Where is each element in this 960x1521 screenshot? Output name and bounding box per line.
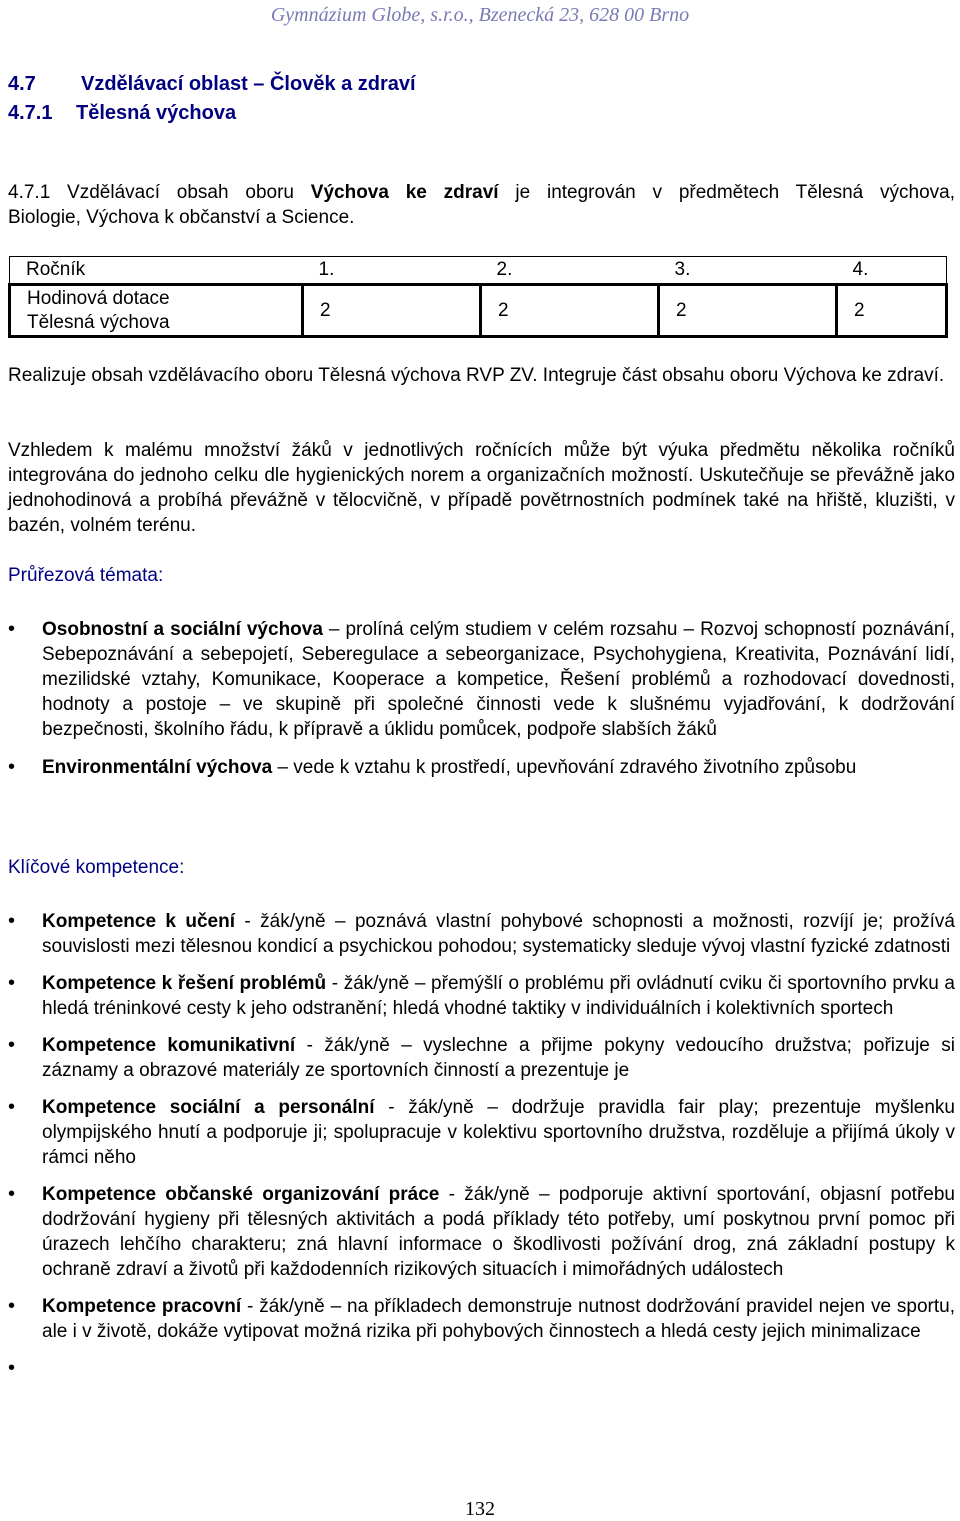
- table-cell-hours-3: 2: [659, 285, 837, 337]
- table-cell-grade-label: Ročník: [10, 257, 303, 285]
- list-item-bold: Kompetence komunikativní: [42, 1035, 296, 1056]
- heading-section: [8, 73, 416, 96]
- table-cell-hours-2: 2: [481, 285, 659, 337]
- list-item: [8, 755, 955, 780]
- bullet-icon: •: [8, 972, 16, 994]
- table-cell-hours-1: 2: [303, 285, 481, 337]
- intro-line-1: [8, 180, 955, 205]
- table-hours-label-line1: Hodinová dotace: [27, 287, 170, 309]
- list-item: [8, 1033, 955, 1083]
- list-item-text: - žák/yně – přemýšlí o problému při ovládnutí cviku či sportovního prvku a hledá tréninkové cesty k jeho odstranění; hledá vhodné taktiky v individuálních i kolektivních sportech: [42, 973, 955, 1019]
- paragraph-realization: Realizuje obsah vzdělávacího oboru Tělesná výchova RVP ZV. Integruje část obsahu oboru Výchova ke zdraví.: [8, 365, 945, 386]
- bullet-icon: •: [8, 756, 16, 778]
- table-hours-label-line2: Tělesná výchova: [27, 311, 170, 333]
- list-item: [8, 1294, 955, 1344]
- table-row-grade: [10, 257, 947, 285]
- hours-table: [8, 256, 948, 338]
- list-item: [8, 1182, 955, 1282]
- cross-topics-list: [8, 617, 955, 780]
- paragraph-organization: Vzhledem k malému množství žáků v jednotlivých ročnících může být výuka předmětu několika ročníků integrována do jednoho celku dle hygienických norem a organizačních možností. Uskutečňuje se převážně jako jednohodinová a probíhá převážně v tělocvičně, v případě povětrnostních podmínek také na hřiště, kluzišti, v bazén, volném terénu.: [8, 440, 955, 536]
- list-item-bold: Kompetence sociální a personální: [42, 1097, 375, 1118]
- list-item-empty: [8, 1356, 955, 1381]
- heading-subsection-title: Tělesná výchova: [76, 102, 237, 124]
- competences-title: Klíčové kompetence:: [8, 857, 185, 878]
- heading-section-title: Vzdělávací oblast – Člověk a zdraví: [81, 73, 416, 95]
- list-item-text: - žák/yně – vyslechne a přijme pokyny vedoucího družstva; pořizuje si záznamy a obrazové materiály ze sportovních činností a prezentuje je: [42, 1035, 955, 1081]
- list-item: [8, 909, 955, 959]
- list-item: [8, 617, 955, 742]
- bullet-icon: •: [8, 1357, 16, 1379]
- list-item-text: – vede k vztahu k prostředí, upevňování zdravého životního způsobu: [272, 757, 857, 778]
- page-header: Gymnázium Globe, s.r.o., Bzenecká 23, 628 00 Brno: [270, 4, 690, 26]
- intro-text-bold: Výchova ke zdraví: [310, 182, 499, 203]
- list-item: [8, 1095, 955, 1170]
- table-cell-hours-label: [10, 285, 303, 337]
- bullet-icon: •: [8, 1096, 16, 1118]
- list-item-bold: Environmentální výchova: [42, 757, 273, 778]
- table-cell-hours-4: 2: [837, 285, 947, 337]
- table-cell-grade-3: 3.: [659, 257, 837, 285]
- list-item-bold: Kompetence k učení: [42, 911, 236, 932]
- table-cell-grade-2: 2.: [481, 257, 659, 285]
- table-row-hours: [10, 285, 947, 337]
- intro-text-start: 4.7.1 Vzdělávací obsah oboru: [8, 182, 311, 203]
- list-item-text: - žák/yně – na příkladech demonstruje nutnost dodržování pravidel nejen ve sportu, ale i v životě, dokáže vytipovat možná rizika při pohybových činnostech a hledá cesty jejich minimalizace: [42, 1296, 955, 1342]
- competences-list: [8, 909, 955, 1381]
- heading-subsection: [8, 102, 236, 125]
- bullet-icon: •: [8, 1295, 16, 1317]
- list-item-text: - žák/yně – podporuje aktivní sportování, objasní potřebu dodržování hygieny při tělesných aktivitách a podá příklady této potřeby, umí poskytnou první pomoc při úrazech lehčího charakteru; zná hlavní informace o škodlivosti požívání drog, zná základní postupy k ochraně zdraví a životů při každodenních rizikových situacích i mimořádných událostech: [42, 1184, 955, 1280]
- intro-line-2: Biologie, Výchova k občanství a Science.: [8, 207, 355, 228]
- list-item-text: – prolíná celým studiem v celém rozsahu – Rozvoj schopností poznávání, Sebepoznávání a sebepojetí, Seberegulace a sebeorganizace, Psychohygiena, Kreativita, Poznávání lidí, mezilidské vztahy, Komunikace, Kooperace a kompetice, Řešení problémů a rozhodovací dovednosti, hodnoty a postoje – ve skupině při společné činnosti vede k slušnému vyjadřování, k dodržování bezpečnosti, školního řádu, k přípravě a úklidu pomůcek, podpoře slabších žáků: [42, 619, 955, 740]
- list-item-bold: Kompetence pracovní: [42, 1296, 242, 1317]
- intro-paragraph: [8, 180, 955, 230]
- list-item-text: - žák/yně – poznává vlastní pohybové schopnosti a možnosti, rozvíjí je; prožívá souvislosti mezi tělesnou kondicí a psychickou pohodou; systematicky sleduje vývoj vlastní fyzické zdatnosti: [42, 911, 956, 957]
- heading-subsection-number: 4.7.1: [8, 102, 53, 124]
- bullet-icon: •: [8, 1183, 16, 1205]
- list-item-bold: Kompetence občanské organizování práce: [42, 1184, 440, 1205]
- list-item: [8, 971, 955, 1021]
- cross-topics-title: Průřezová témata:: [8, 565, 164, 586]
- page-number: 132: [465, 1498, 495, 1520]
- bullet-icon: •: [8, 1034, 16, 1056]
- table-cell-grade-4: 4.: [837, 257, 947, 285]
- table-cell-grade-1: 1.: [303, 257, 481, 285]
- bullet-icon: •: [8, 618, 16, 640]
- list-item-text: - žák/yně – dodržuje pravidla fair play; prezentuje myšlenku olympijského hnutí a podporuje ji; spolupracuje v kolektivu sportovního družstva, rozděluje a přijímá úkoly v rámci něho: [42, 1097, 955, 1168]
- bullet-icon: •: [8, 910, 16, 932]
- heading-section-number: 4.7: [8, 73, 36, 95]
- list-item-bold: Kompetence k řešení problémů: [42, 973, 327, 994]
- list-item-bold: Osobnostní a sociální výchova: [42, 619, 323, 640]
- intro-text-end: je integrován v předmětech Tělesná výchova,: [498, 182, 955, 203]
